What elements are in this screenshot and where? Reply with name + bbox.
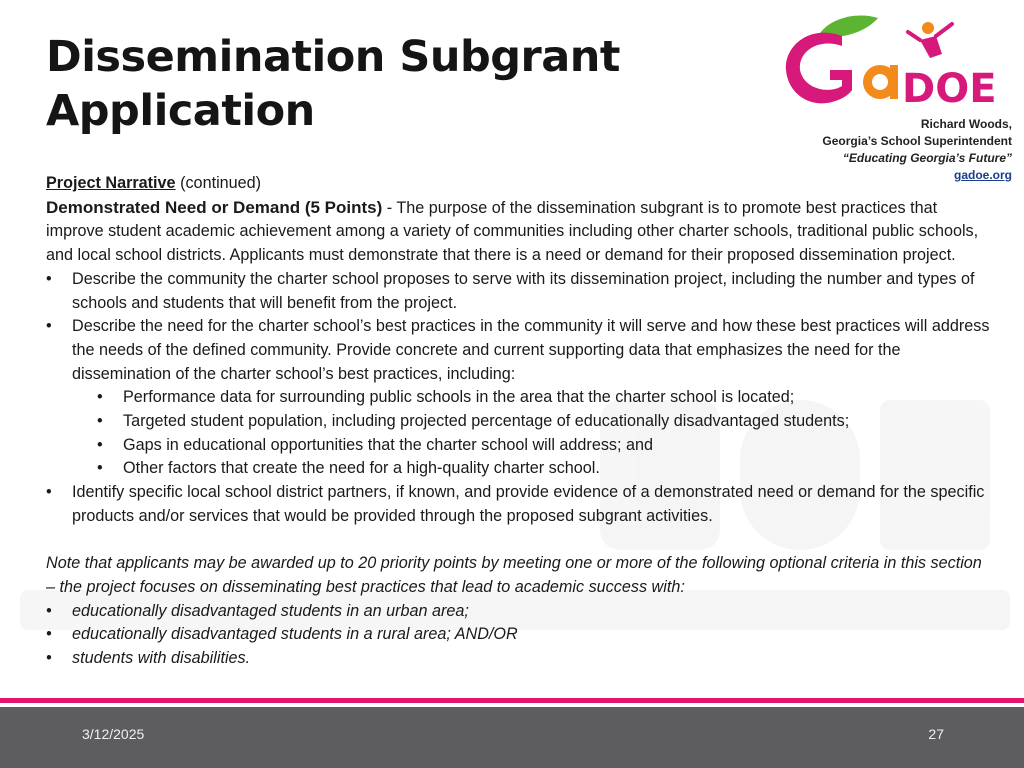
priority-item: • educationally disadvantaged students in an urban area; <box>72 600 991 624</box>
slide-title <box>46 30 746 138</box>
superintendent-role: Georgia’s School Superintendent <box>822 134 1012 148</box>
section-label: Project Narrative <box>46 174 176 192</box>
title-line-2: Application <box>46 86 315 136</box>
list-item: • Identify specific local school district partners, if known, and provide evidence of a demonstrated need or demand for the specific products and/or services that would be provided through the proposed subgrant activities. <box>72 481 991 528</box>
slide-body <box>46 172 991 671</box>
section-heading <box>46 172 991 196</box>
section-suffix: (continued) <box>175 174 262 192</box>
gadoe-logo <box>780 10 1016 110</box>
priority-list <box>46 600 991 671</box>
page-number: 27 <box>928 726 944 742</box>
motto: “Educating Georgia’s Future” <box>842 151 1012 165</box>
superintendent-name: Richard Woods, <box>920 117 1012 131</box>
sub-list-item: • Gaps in educational opportunities that the charter school will address; and <box>123 434 991 458</box>
need-text: - The purpose of the dissemination subgrant is to promote best practices that improve student academic achievement among a variety of communities including other charter schools, traditional public schools, and local school districts. Applicants must demonstrate that there is a need or demand for their proposed dissemination project. <box>46 198 979 265</box>
priority-item: • educationally disadvantaged students in a rural area; AND/OR <box>72 623 991 647</box>
apple-g-icon <box>786 33 852 104</box>
title-line-1: Dissemination Subgrant <box>46 32 620 82</box>
need-paragraph <box>46 196 991 268</box>
priority-note: Note that applicants may be awarded up to 20 priority points by meeting one or more of the following optional criteria in this section – the project focuses on disseminating best practices that lead to academic success with: <box>46 554 982 596</box>
priority-item: • students with disabilities. <box>72 647 991 671</box>
need-heading: Demonstrated Need or Demand (5 Points) <box>46 197 383 217</box>
sub-list-item: • Targeted student population, including projected percentage of educationally disadvantaged students; <box>123 410 991 434</box>
logo-letters: DOE <box>902 66 997 110</box>
list-item-text: Describe the need for the charter school’s best practices in the community it will serve and how these best practices will address the needs of the defined community. Provide concrete and current supporting data that emphasizes the need for the dissemination of the charter school’s best practices, including: <box>72 317 990 383</box>
requirements-list <box>46 268 991 529</box>
slide-footer <box>0 707 1024 768</box>
sub-list-item: • Other factors that create the need for a high-quality charter school. <box>123 457 991 481</box>
sub-list <box>72 386 991 481</box>
sub-list-item: • Performance data for surrounding public schools in the area that the charter school is located; <box>123 386 991 410</box>
website-link[interactable]: gadoe.org <box>953 168 1012 182</box>
list-item <box>72 315 991 481</box>
list-item: • Describe the community the charter school proposes to serve with its dissemination project, including the number and types of schools and students that will benefit from the project. <box>72 268 991 315</box>
footer-date: 3/12/2025 <box>82 726 145 742</box>
